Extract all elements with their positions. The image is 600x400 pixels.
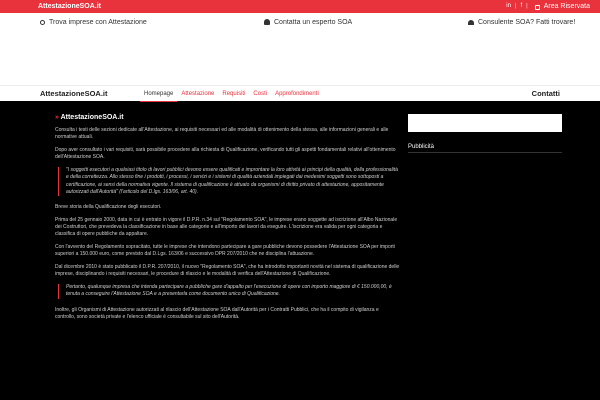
search-companies-label: Trova imprese con Attestazione [49,18,147,26]
consultant-label: Consulente SOA? Fatti trovare! [478,18,576,26]
contact-expert-link[interactable] [264,15,352,29]
paragraph-2: Dopo aver consultato i vari requisiti, sarà possibile procedere alla richiesta di Qualificazione, verificando tutti gli aspetti fondamentali relativi all'ottenimento dell'Attestazione SOA. [55,147,396,160]
quote-block-1: "I soggetti esecutori a qualsiasi titolo di lavori pubblici devono essere qualificati e improntare la loro attività ai principi della qualità, della professionalità e della correttezza. Allo stesso fine i prodotti, i processi, i servizi e i sistemi di qualità aziendali impiegati dai medesimi soggetti sono sottoposti a certificazione, ai sensi della normativa vigente. Il sistema di qualificazione è attuato da organismi di diritto privato di attestazione, appositamente autorizzati dall'Autorità" (l'articolo del D.lgs. 163/06, art. 40). [58,167,400,196]
paragraph-5: Con l'avvento del Regolamento sopracitato, tutte le imprese che intendono partecipare a gare pubbliche devono possedere l'Attestazione SOA per importi superiori a 150.000 euro, come previsto dal D.Lgs. 163/06 e successivo DPR 207/2010 che ne disciplina l'attuazione. [55,244,395,258]
page-title-text: AttestazioneSOA.it [60,114,124,121]
contact-expert-label: Contatta un esperto SOA [274,18,353,26]
title-bullet: » [55,114,61,121]
paragraph-7: Inoltre, gli Organismi di Attestazione autorizzati al rilascio dell'Attestazione SOA dall'Autorità per i Contratti Pubblici, che ha il compito di vigilanza e controllo, sono società private e l'elenco ufficiale è consultabile sul sito dell'Autorità. [55,306,379,320]
sidebar-ads-title: Pubblicità [408,144,562,153]
top-bar [0,0,600,13]
user-icon [264,19,270,25]
quote-block-2: Pertanto, qualunque impresa che intenda partecipare a pubbliche gare d'appalto per l'esecuzione di opere con importo maggiore di € 150.000,00, è tenuta a conseguire l'Attestazione SOA e a presentarla come documento unico di Qualificazione. [58,284,400,299]
paragraph-4: Prima del 25 gennaio 2000, data in cui è entrato in vigore il D.P.R. n.34 sul "Regolamento SOA", le imprese erano soggette ad iscrizione all'Albo Nazionale dei Costruttori, che prevedeva la classificazione in base alle categorie e all'importo dei lavori da eseguire. L'iscrizione era valida per ogni categoria e classifica di opere pubbliche da appaltare. [55,217,398,238]
linkedin-icon[interactable]: in [506,3,511,9]
paragraph-6: Dal dicembre 2010 è stato pubblicato il D.P.R. 207/2010, il nuovo "Regolamento SOA", che ha introdotto importanti novità nel sistema di qualificazione delle imprese, disciplinando i requisiti necessari, le procedure di rilascio e le modalità di verifica dell'Attestazione di Qualificazione. [55,264,400,278]
main-content [55,114,400,327]
nav-brand[interactable]: AttestazioneSOA.it [40,89,108,98]
sidebar [408,114,562,153]
consultant-link[interactable] [468,15,575,29]
top-site-name[interactable]: AttestazioneSOA.it [38,3,102,10]
bell-icon [468,20,474,25]
paragraph-3: Breve storia della Qualificazione degli esecutori. [55,204,162,211]
nav-item-approfondimenti[interactable]: Approfondimenti [275,91,319,97]
search-icon [40,20,45,25]
area-riservata-link[interactable]: Area Riservata [543,3,590,10]
nav-item-attestazione[interactable]: Attestazione [181,91,215,97]
site-header [0,13,600,85]
nav-item-costi[interactable]: Costi [253,91,268,97]
top-bar-right [506,0,590,13]
nav-item-homepage[interactable]: Homepage [140,86,177,102]
search-companies-link[interactable] [40,15,147,29]
lock-icon [535,5,540,10]
nav-menu [140,86,323,102]
nav-contatti[interactable]: Contatti [531,89,560,98]
separator: | [514,3,517,9]
main-nav [0,85,600,101]
page-title [55,114,400,121]
facebook-icon[interactable]: f [520,3,523,9]
separator: | [526,3,528,9]
intro-paragraph: Consulta i testi delle sezioni dedicate all'Attestazione, ai requisiti necessari ed alle modalità di ottenimento della stessa, alle informazioni generali e alle normative attuali. [55,127,389,140]
nav-item-requisiti[interactable]: Requisiti [222,91,246,97]
sidebar-search-box[interactable] [408,114,562,132]
